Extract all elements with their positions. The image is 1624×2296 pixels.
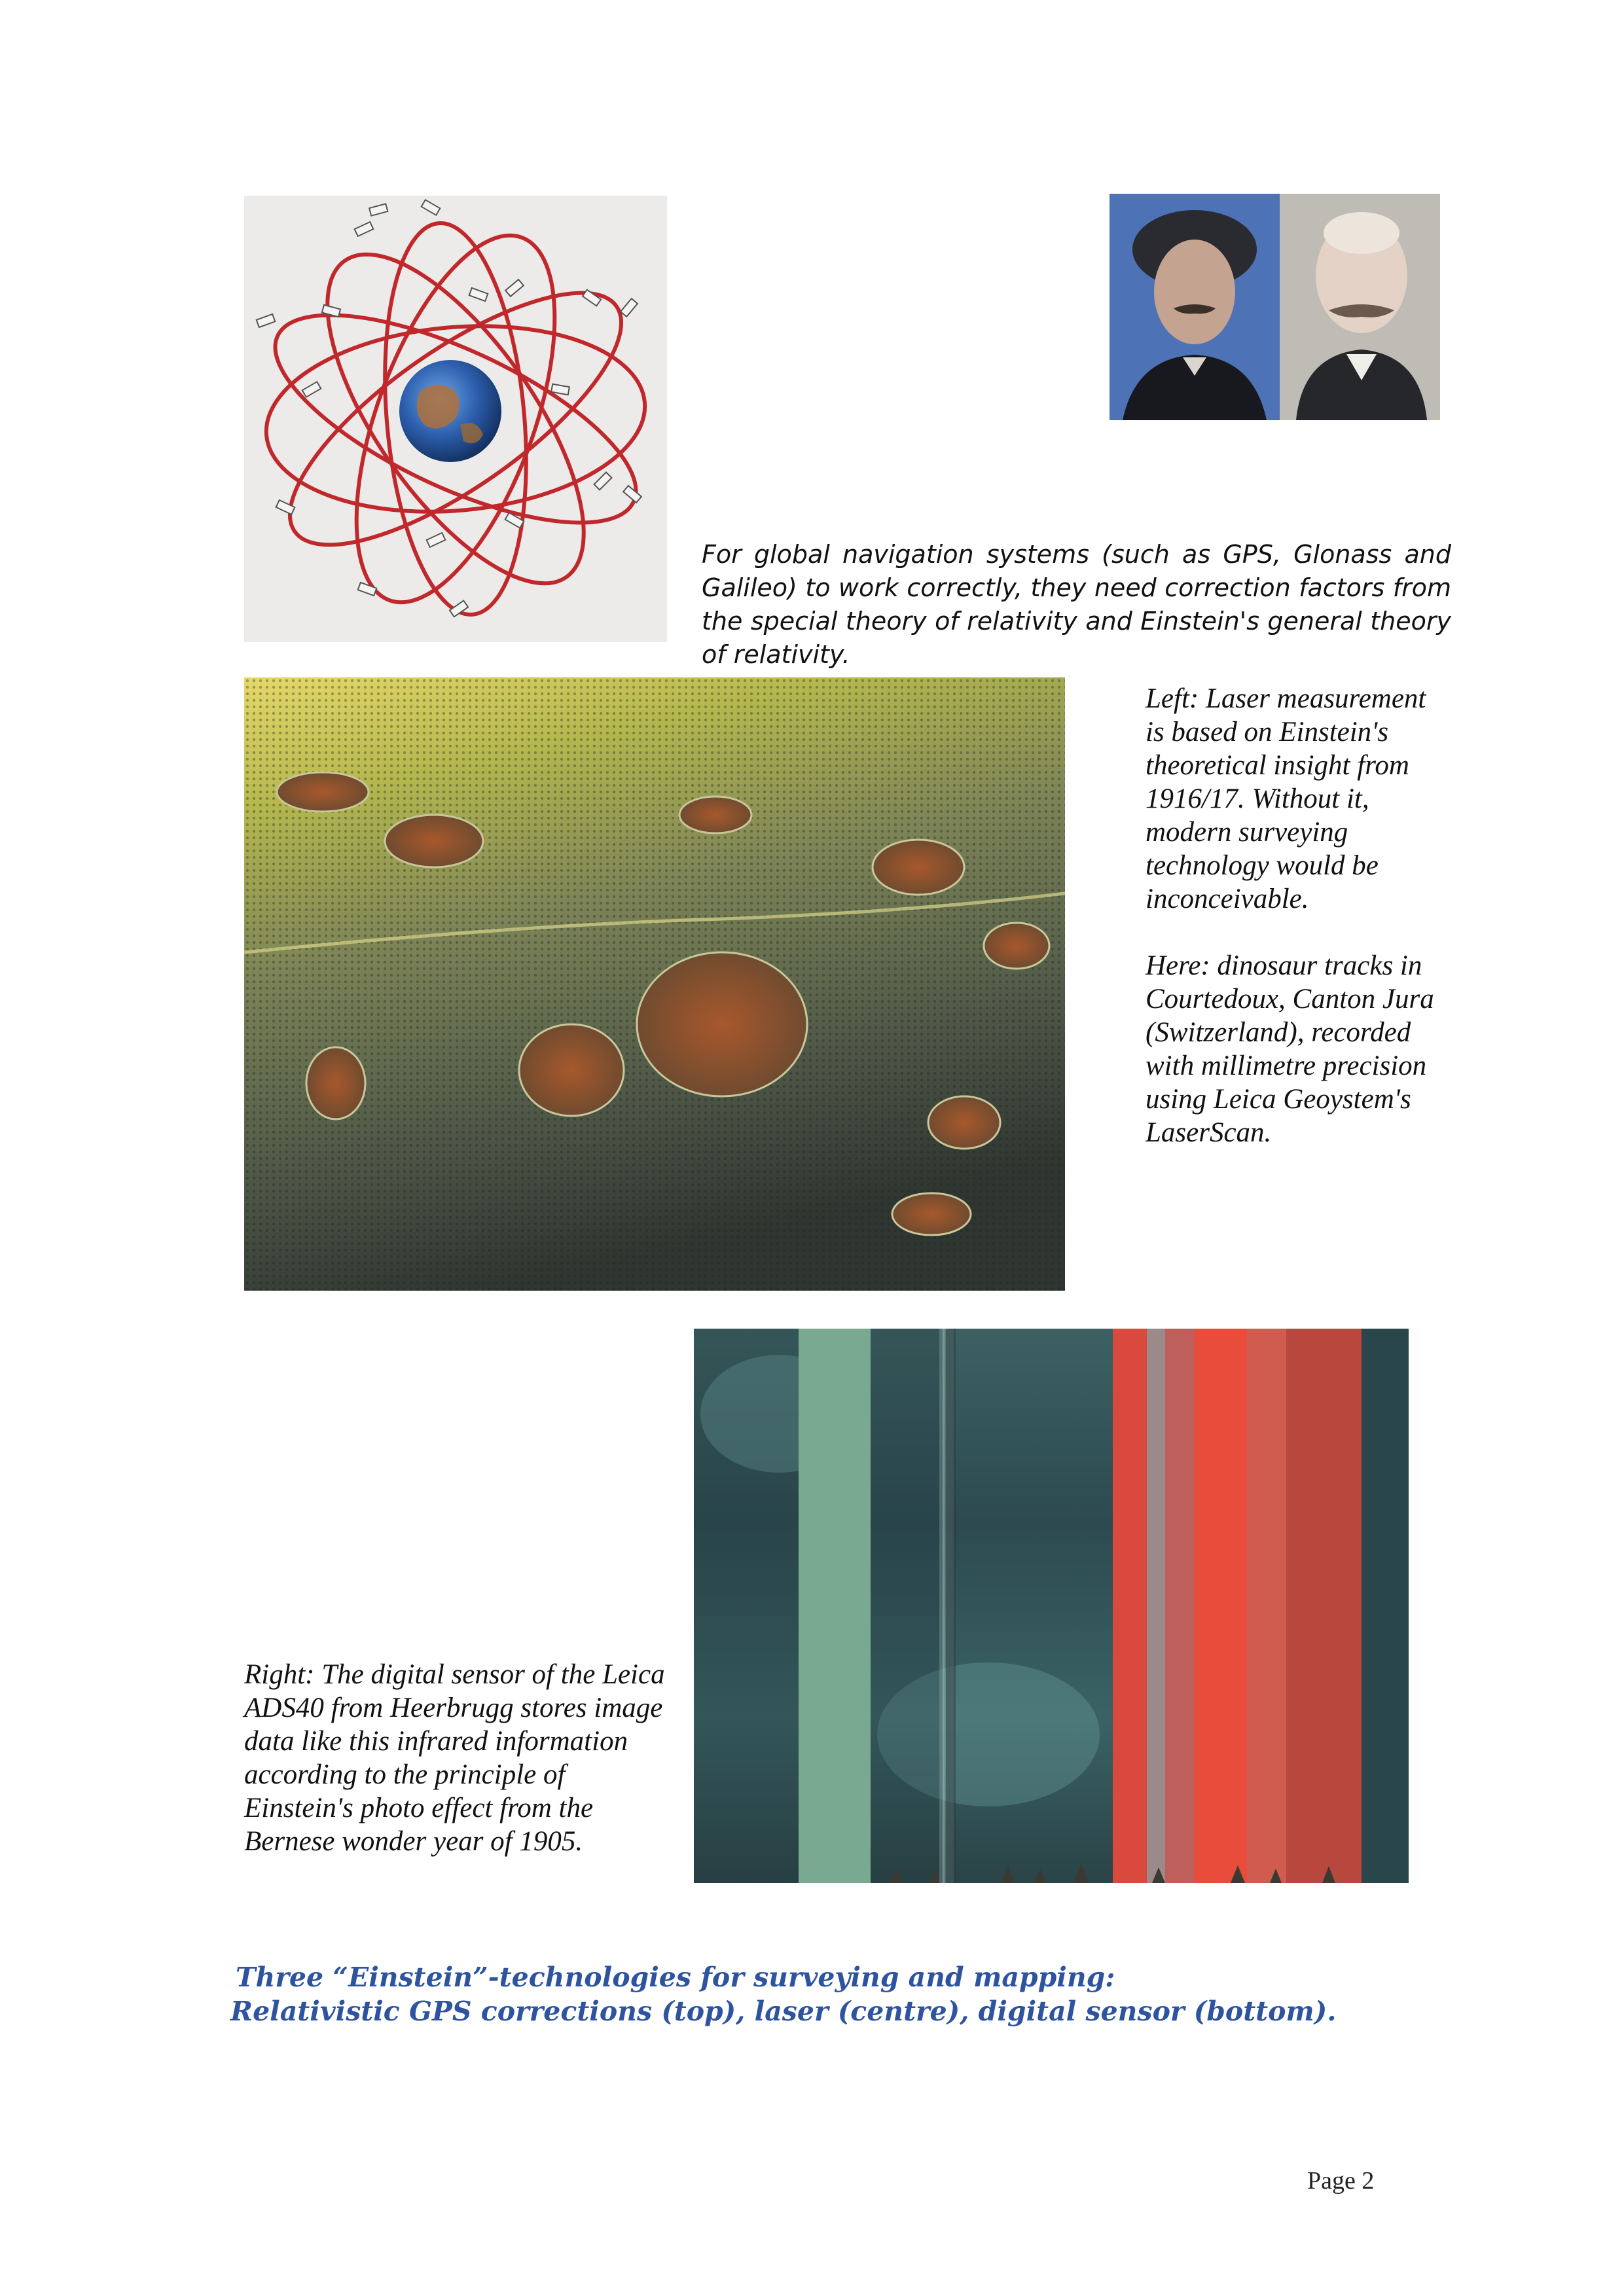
- sensor-caption: Right: The digital sensor of the Leica ADS40 from Heerbrugg stores image data like this infrared information according to the principle of Einstein's photo effect from the Bernese wonder year of 1905.: [244, 1659, 665, 1857]
- conclusion-line-2: Relativistic GPS corrections (top), laser (centre), digital sensor (bottom).: [230, 1996, 1337, 2027]
- laser-caption-paragraph-1: Left: Laser measurement is based on Einstein's theoretical insight from 1916/17. Without it, modern surveying technology would be inconceivable.: [1146, 683, 1426, 914]
- infrared-image-figure: [694, 1329, 1409, 1883]
- conclusion-text: [230, 1960, 1337, 2028]
- laser-scan-figure: [244, 677, 1065, 1291]
- portrait-photos: [1110, 194, 1440, 420]
- dinosaur-tracks-scan: [244, 677, 1065, 1291]
- laser-caption-paragraph-2: Here: dinosaur tracks in Courtedoux, Canton Jura (Switzerland), recorded with millimetre precision using Leica Geoystem's LaserScan.: [1146, 950, 1434, 1148]
- infrared-fields-image: [694, 1329, 1409, 1883]
- page-number: Page 2: [1307, 2167, 1375, 2195]
- gps-orbits-illustration: [244, 196, 667, 642]
- einstein-portraits-figure: [1110, 194, 1440, 420]
- conclusion-line-1: Three “Einstein”-technologies for surveying and mapping:: [236, 1962, 1115, 1993]
- gps-orbits-figure: [244, 196, 667, 642]
- laser-caption: [1146, 682, 1440, 1149]
- gps-caption: For global navigation systems (such as GPS, Glonass and Galileo) to work correctly, they need correction factors from the special theory of relativity and Einstein's general theory of relativity.: [702, 540, 1451, 669]
